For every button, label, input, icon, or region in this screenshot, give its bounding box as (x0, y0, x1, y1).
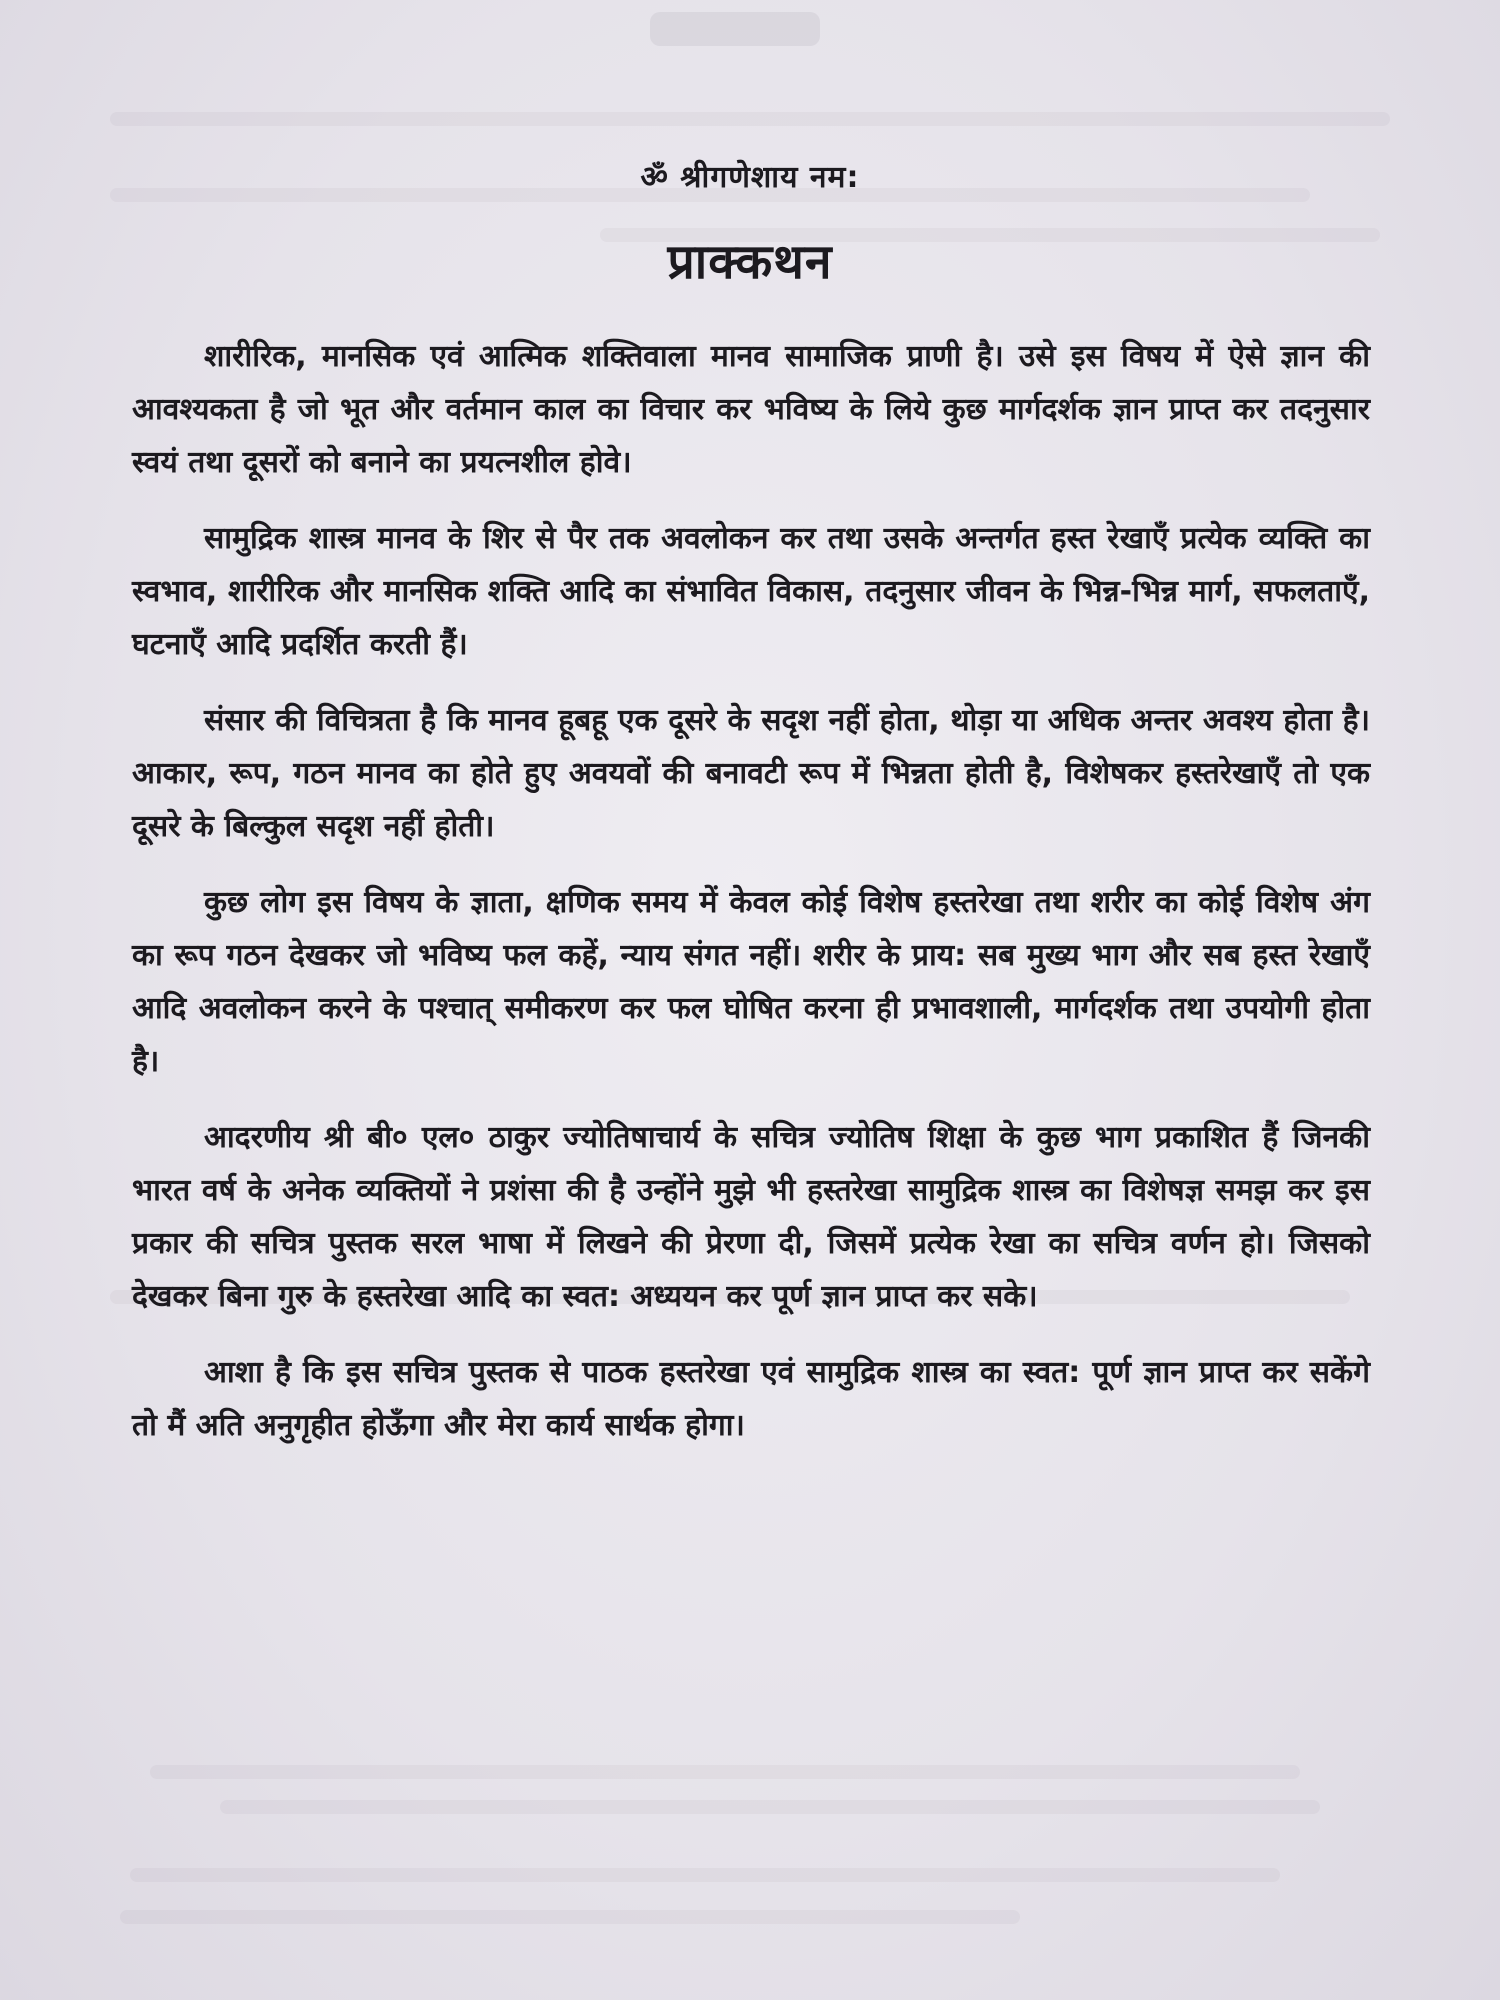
paragraph-6: आशा है कि इस सचित्र पुस्तक से पाठक हस्तरेखा एवं सामुद्रिक शास्त्र का स्वत: पूर्ण ज्ञान प्राप्त कर सकेंगे तो मैं अति अनुगृहीत होऊँगा और मेरा कार्य सार्थक होगा। (132, 1355, 1370, 1443)
bleed-through-line (220, 1800, 1320, 1814)
bleed-through-line (130, 1868, 1280, 1882)
invocation-line: ॐ श्रीगणेशाय नम: (640, 160, 860, 195)
page-title: प्राक्कथन (667, 234, 833, 290)
bleed-through-line (110, 112, 1390, 126)
bleed-through-mark (650, 12, 820, 46)
paragraph-4: कुछ लोग इस विषय के ज्ञाता, क्षणिक समय में केवल कोई विशेष हस्तरेखा तथा शरीर का कोई विशेष अंग का रूप गठन देखकर जो भविष्य फल कहें, न्याय संगत नहीं। शरीर के प्राय: सब मुख्य भाग और सब हस्त रेखाएँ आदि अवलोकन करने के पश्चात् समीकरण कर फल घोषित करना ही प्रभावशाली, मार्गदर्शक तथा उपयोगी होता है। (132, 885, 1370, 1079)
paragraph-1: शारीरिक, मानसिक एवं आत्मिक शक्तिवाला मानव सामाजिक प्राणी है। उसे इस विषय में ऐसे ज्ञान की आवश्यकता है जो भूत और वर्तमान काल का विचार कर भविष्य के लिये कुछ मार्गदर्शक ज्ञान प्राप्त कर तदनुसार स्वयं तथा दूसरों को बनाने का प्रयत्नशील होवे। (132, 339, 1370, 480)
bleed-through-line (120, 1910, 1020, 1924)
paragraph-5: आदरणीय श्री बी० एल० ठाकुर ज्योतिषाचार्य के सचित्र ज्योतिष शिक्षा के कुछ भाग प्रकाशित हैं जिनकी भारत वर्ष के अनेक व्यक्तियों ने प्रशंसा की है उन्होंने मुझे भी हस्तरेखा सामुद्रिक शास्त्र का विशेषज्ञ समझ कर इस प्रकार की सचित्र पुस्तक सरल भाषा में लिखने की प्रेरणा दी, जिसमें प्रत्येक रेखा का सचित्र वर्णन हो। जिसको देखकर बिना गुरु के हस्तरेखा आदि का स्वत: अध्ययन कर पूर्ण ज्ञान प्राप्त कर सके। (132, 1120, 1370, 1314)
paragraph-3: संसार की विचित्रता है कि मानव हूबहू एक दूसरे के सदृश नहीं होता, थोड़ा या अधिक अन्तर अवश्य होता है। आकार, रूप, गठन मानव का होते हुए अवयवों की बनावटी रूप में भिन्नता होती है, विशेषकर हस्तरेखाएँ तो एक दूसरे के बिल्कुल सदृश नहीं होती। (132, 703, 1370, 844)
foreword-body (132, 330, 1370, 1475)
bleed-through-line (150, 1765, 1300, 1779)
paragraph-2: सामुद्रिक शास्त्र मानव के शिर से पैर तक अवलोकन कर तथा उसके अन्तर्गत हस्त रेखाएँ प्रत्येक व्यक्ति का स्वभाव, शारीरिक और मानसिक शक्ति आदि का संभावित विकास, तदनुसार जीवन के भिन्न-भिन्न मार्ग, सफलताएँ, घटनाएँ आदि प्रदर्शित करती हैं। (132, 521, 1370, 662)
